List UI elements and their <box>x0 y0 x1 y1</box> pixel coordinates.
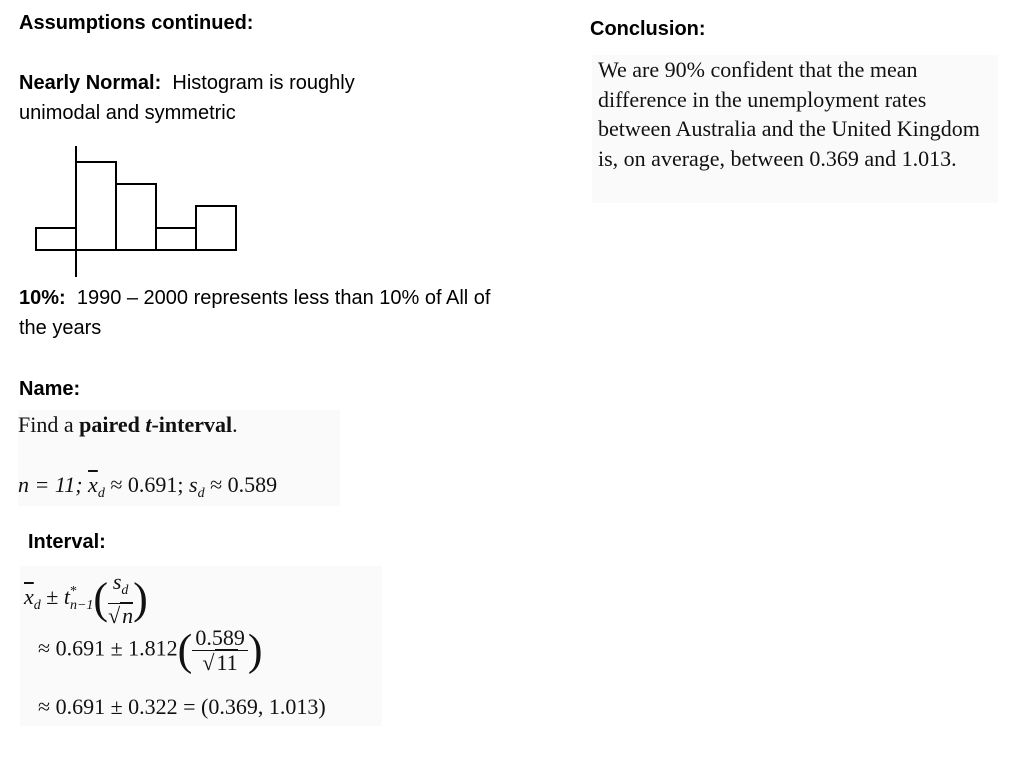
find-bold-paired: paired <box>79 412 140 437</box>
assumptions-heading <box>19 8 253 38</box>
formula-line-2-den: 11 <box>216 650 238 675</box>
nearly-normal-label: Nearly Normal: <box>19 72 162 94</box>
formula-line-2: ≈ 0.691 ± 1.812( $\frac{0.589}{√11}$ ) <box>38 625 263 675</box>
conclusion-box <box>592 55 998 203</box>
formula-line-2-prefix: ≈ 0.691 ± 1.812 <box>38 635 178 661</box>
ten-percent-paragraph <box>19 283 519 343</box>
sd-value: ≈ 0.589 <box>210 472 278 497</box>
paired-t-problem <box>18 410 340 506</box>
xbar-value: ≈ 0.691; <box>110 472 184 497</box>
histogram <box>30 144 250 280</box>
formula-line-3: ≈ 0.691 ± 0.322 = (0.369, 1.013) <box>38 694 326 719</box>
conclusion-text: We are 90% confident that the mean difference in the unemployment rates between Australia and the United Kingdom is, on average, between 0.369 and 1.013. <box>598 57 980 171</box>
formula-line-2-num: 0.589 <box>192 626 248 651</box>
ten-percent-text: 1990 – 2000 represents less than 10% of All of the years <box>19 287 491 339</box>
n-expr: n = 11; <box>18 472 83 497</box>
assumptions-heading-text: Assumptions continued: <box>19 12 254 34</box>
find-prefix: Find a <box>18 412 74 437</box>
interval-label: Interval: <box>28 531 106 553</box>
histogram-bar-4 <box>156 228 196 250</box>
nearly-normal-text: Histogram is roughly unimodal and symmetric <box>19 72 355 124</box>
name-heading <box>19 374 80 404</box>
histogram-bar-1 <box>36 228 76 250</box>
histogram-bar-3 <box>116 184 156 250</box>
histogram-bar-5 <box>196 206 236 250</box>
find-end: . <box>232 412 238 437</box>
interval-formula <box>20 566 382 726</box>
histogram-bar-2 <box>76 162 116 250</box>
find-bold-t: t <box>145 412 152 437</box>
name-label: Name: <box>19 378 81 400</box>
ten-percent-label: 10%: <box>19 287 66 309</box>
find-bold-interval: -interval <box>151 412 233 437</box>
conclusion-heading <box>590 14 706 44</box>
find-instruction <box>18 412 238 438</box>
sample-stats: n = 11; $\overline{x}_d \approx 0.691$; $s_d \approx 0.589$ <box>18 472 278 501</box>
formula-line-1: $\overline{x}_d \pm t^*_{n-1}$( $\frac{s_d}{√n}$ ) <box>24 569 148 628</box>
interval-heading <box>28 527 106 557</box>
conclusion-label: Conclusion: <box>590 18 706 40</box>
nearly-normal-paragraph <box>19 68 439 128</box>
